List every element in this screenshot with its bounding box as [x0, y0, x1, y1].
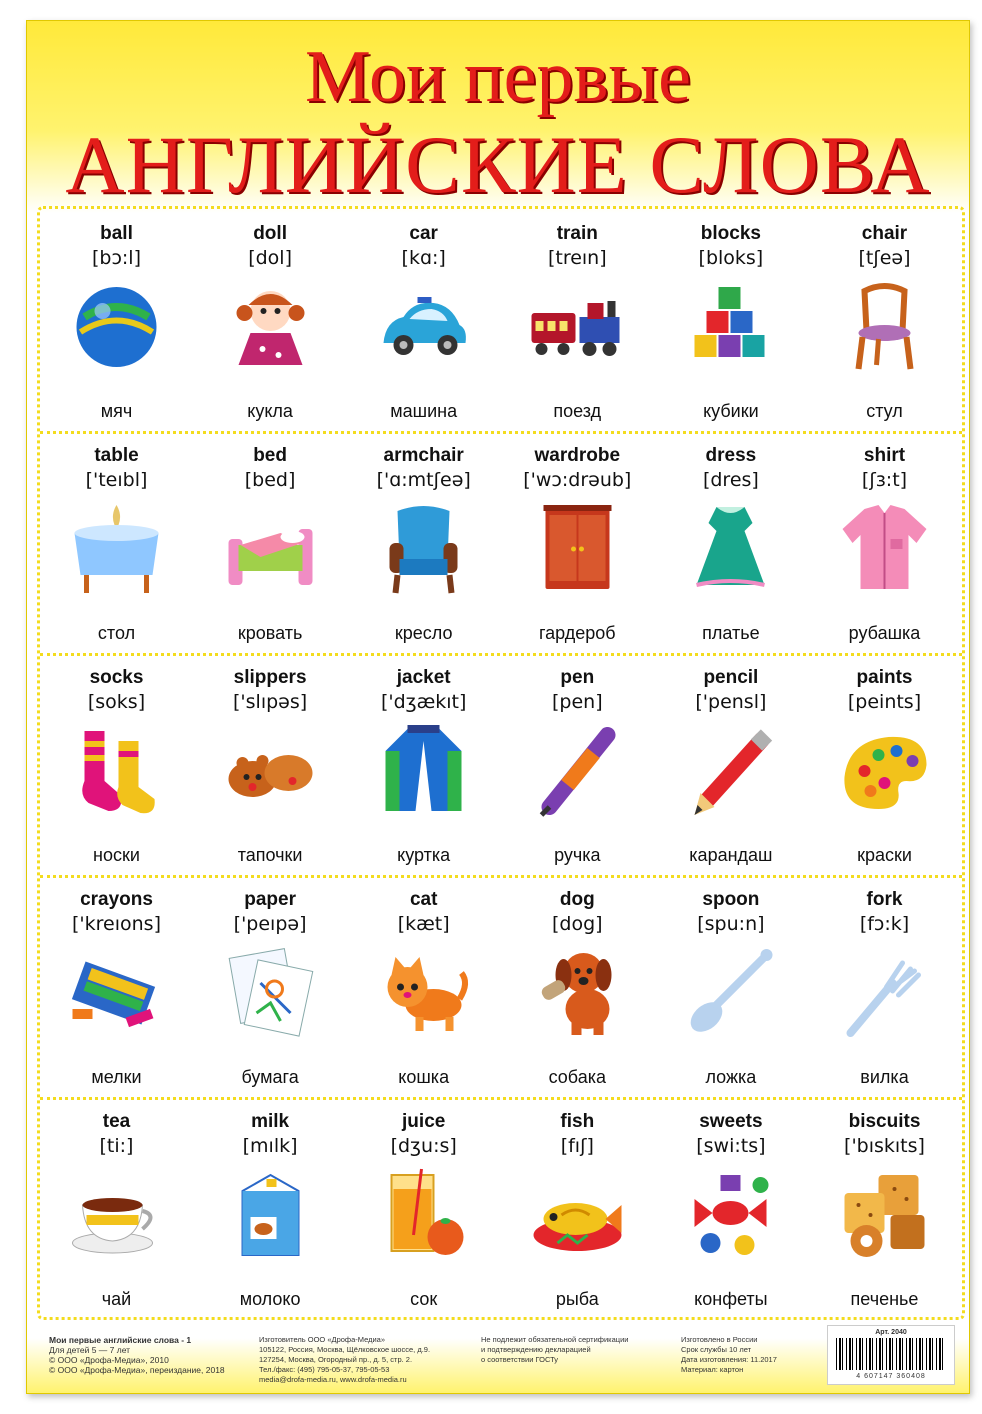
- paints-icon: [834, 721, 935, 821]
- word-row: [40, 431, 962, 653]
- word-card-juice: [347, 1097, 500, 1319]
- transcription: [soks]: [87, 691, 146, 713]
- russian-translation: чай: [101, 1289, 132, 1309]
- sweets-icon: [680, 1165, 781, 1265]
- english-word: spoon: [702, 889, 760, 910]
- transcription: ['pensl]: [695, 691, 767, 713]
- russian-translation: вилка: [860, 1067, 909, 1087]
- word-card-jacket: [347, 653, 500, 875]
- slippers-icon: [220, 721, 321, 821]
- english-word: car: [409, 223, 438, 244]
- english-word: tea: [102, 1111, 131, 1132]
- footer-line: Изготовитель ООО «Дрофа-Медиа»: [259, 1335, 386, 1344]
- transcription: [treın]: [547, 247, 607, 269]
- word-card-cat: [347, 875, 500, 1097]
- russian-translation: кровать: [237, 623, 303, 643]
- russian-translation: молоко: [239, 1289, 301, 1309]
- word-card-milk: [194, 1097, 347, 1319]
- crayons-icon: [66, 943, 167, 1043]
- word-card-biscuits: [808, 1097, 961, 1319]
- russian-translation: кукла: [247, 401, 293, 421]
- dress-icon: [680, 499, 781, 599]
- footer-manufacturer-info: [259, 1335, 430, 1385]
- russian-translation: конфеты: [694, 1289, 768, 1309]
- word-card-pencil: [654, 653, 807, 875]
- transcription: [fɔ:k]: [859, 913, 910, 935]
- word-row: [40, 209, 962, 431]
- word-row: [40, 653, 962, 875]
- footer-line: 105122, Россия, Москва, Щёлковское шоссе, д.9.: [259, 1345, 431, 1354]
- word-card-tea: [40, 1097, 193, 1319]
- footer-line: © ООО «Дрофа-Медиа», переиздание, 2018: [49, 1365, 225, 1375]
- footer-line: Для детей 5 — 7 лет: [49, 1345, 131, 1355]
- word-card-socks: [40, 653, 193, 875]
- transcription: ['ɑ:mtʃeə]: [376, 469, 471, 491]
- transcription: ['dʒækıt]: [380, 691, 467, 713]
- english-word: ball: [100, 223, 133, 244]
- footer-line: о соответствии ГОСТу: [481, 1355, 559, 1364]
- word-card-table: [40, 431, 193, 653]
- doll-icon: [220, 277, 321, 377]
- transcription: [kæt]: [397, 913, 450, 935]
- footer-line: Материал: картон: [681, 1365, 744, 1374]
- barcode: [827, 1325, 955, 1385]
- russian-translation: кубики: [703, 401, 759, 421]
- russian-translation: гардероб: [538, 623, 616, 643]
- word-card-ball: [40, 209, 193, 431]
- word-card-train: [501, 209, 654, 431]
- english-word: shirt: [863, 445, 906, 466]
- pencil-icon: [680, 721, 781, 821]
- russian-translation: сок: [410, 1289, 438, 1309]
- word-card-blocks: [654, 209, 807, 431]
- socks-icon: [66, 721, 167, 821]
- english-word: bed: [253, 445, 287, 466]
- russian-translation: кошка: [398, 1067, 450, 1087]
- russian-translation: машина: [390, 401, 458, 421]
- english-word: juice: [402, 1111, 446, 1132]
- jacket-icon: [373, 721, 474, 821]
- english-word: jacket: [396, 667, 451, 688]
- russian-translation: кресло: [394, 623, 453, 643]
- footer-line: Дата изготовления: 11.2017: [681, 1355, 777, 1364]
- spoon-icon: [680, 943, 781, 1043]
- transcription: [bed]: [244, 469, 296, 491]
- russian-translation: мелки: [91, 1067, 142, 1087]
- transcription: ['teıbl]: [85, 469, 148, 491]
- transcription: [mılk]: [242, 1135, 298, 1157]
- word-card-bed: [194, 431, 347, 653]
- word-card-wardrobe: [501, 431, 654, 653]
- pen-icon: [527, 721, 628, 821]
- transcription: [dog]: [552, 913, 603, 935]
- transcription: [tʃeə]: [858, 247, 911, 269]
- english-word: slippers: [233, 667, 307, 688]
- word-card-dress: [654, 431, 807, 653]
- russian-translation: мяч: [100, 401, 133, 421]
- english-word: blocks: [700, 223, 761, 244]
- footer-line: и подтверждению декларацией: [481, 1345, 591, 1354]
- english-word: fork: [866, 889, 903, 910]
- word-card-car: [347, 209, 500, 431]
- poster: [26, 20, 970, 1394]
- english-word: dog: [559, 889, 595, 910]
- transcription: ['peıpə]: [233, 913, 307, 935]
- russian-translation: носки: [93, 845, 140, 865]
- russian-translation: куртка: [397, 845, 451, 865]
- english-word: table: [94, 445, 139, 466]
- transcription: ['kreıons]: [72, 913, 161, 935]
- russian-translation: стол: [97, 623, 136, 643]
- word-card-doll: [194, 209, 347, 431]
- russian-translation: бумага: [241, 1067, 299, 1087]
- title-line-2: АНГЛИЙСКИЕ СЛОВА: [65, 119, 931, 210]
- english-word: paints: [856, 667, 913, 688]
- russian-translation: платье: [702, 623, 760, 643]
- word-card-sweets: [654, 1097, 807, 1319]
- transcription: [dres]: [702, 469, 759, 491]
- article-number: Арт. 2040: [875, 1329, 907, 1336]
- shirt-icon: [834, 499, 935, 599]
- wardrobe-icon: [527, 499, 628, 599]
- english-word: pencil: [703, 667, 759, 688]
- milk-icon: [220, 1165, 321, 1265]
- transcription: [fıʃ]: [560, 1135, 594, 1157]
- russian-translation: поезд: [553, 401, 602, 421]
- chair-icon: [834, 277, 935, 377]
- footer-line: media@drofa-media.ru, www.drofa-media.ru: [259, 1375, 407, 1384]
- russian-translation: тапочки: [237, 845, 303, 865]
- footer-publication-info: [49, 1335, 225, 1375]
- word-card-slippers: [194, 653, 347, 875]
- transcription: [kɑ:]: [401, 247, 446, 269]
- barcode-bars-icon: [836, 1338, 946, 1370]
- russian-translation: краски: [857, 845, 912, 865]
- english-word: cat: [409, 889, 438, 910]
- transcription: [ti:]: [99, 1135, 134, 1157]
- english-word: wardrobe: [534, 445, 621, 466]
- footer-certification-info: [481, 1335, 628, 1365]
- fork-icon: [834, 943, 935, 1043]
- english-word: biscuits: [848, 1111, 921, 1132]
- fish-icon: [527, 1165, 628, 1265]
- bed-icon: [220, 499, 321, 599]
- english-word: doll: [253, 223, 287, 244]
- word-row: [40, 875, 962, 1097]
- transcription: [dol]: [248, 247, 292, 269]
- russian-translation: ложка: [705, 1067, 757, 1087]
- transcription: ['slıpəs]: [233, 691, 308, 713]
- car-icon: [373, 277, 474, 377]
- word-row: [40, 1097, 962, 1319]
- footer-line: Мои первые английские слова - 1: [49, 1335, 192, 1345]
- english-word: crayons: [80, 889, 153, 910]
- transcription: [spu:n]: [697, 913, 765, 935]
- word-card-fish: [501, 1097, 654, 1319]
- footer-production-info: [681, 1335, 777, 1375]
- footer: [37, 1325, 959, 1385]
- transcription: [swi:ts]: [696, 1135, 766, 1157]
- russian-translation: карандаш: [689, 845, 773, 865]
- english-word: train: [556, 223, 598, 244]
- footer-line: 127254, Москва, Огородный пр., д. 5, стр. 2.: [259, 1355, 413, 1364]
- english-word: milk: [251, 1111, 290, 1132]
- transcription: [bloks]: [698, 247, 764, 269]
- transcription: [dʒu:s]: [390, 1135, 457, 1157]
- english-word: fish: [560, 1111, 595, 1132]
- transcription: ['wɔ:drəub]: [523, 469, 632, 491]
- word-card-dog: [501, 875, 654, 1097]
- ball-icon: [66, 277, 167, 377]
- russian-translation: рыба: [555, 1289, 599, 1309]
- footer-line: Тел./факс: (495) 795-05-37, 795-05-53: [259, 1365, 390, 1374]
- transcription: ['bıskıts]: [844, 1135, 925, 1157]
- blocks-icon: [680, 277, 781, 377]
- russian-translation: рубашка: [848, 623, 921, 643]
- word-card-paints: [808, 653, 961, 875]
- english-word: dress: [705, 445, 757, 466]
- english-word: pen: [560, 667, 595, 688]
- transcription: [ʃɜ:t]: [861, 469, 908, 491]
- transcription: [pen]: [551, 691, 603, 713]
- transcription: [bɔ:l]: [91, 247, 141, 269]
- word-card-shirt: [808, 431, 961, 653]
- dog-icon: [527, 943, 628, 1043]
- word-card-armchair: [347, 431, 500, 653]
- juice-icon: [373, 1165, 474, 1265]
- cat-icon: [373, 943, 474, 1043]
- word-card-pen: [501, 653, 654, 875]
- english-word: armchair: [383, 445, 464, 466]
- word-card-crayons: [40, 875, 193, 1097]
- title-line-1: Мои первые: [304, 36, 691, 118]
- footer-line: Не подлежит обязательной сертификации: [481, 1335, 629, 1344]
- word-grid: [37, 206, 965, 1320]
- footer-line: © ООО «Дрофа-Медиа», 2010: [49, 1355, 169, 1365]
- armchair-icon: [373, 499, 474, 599]
- barcode-number: 4 607147 360408: [856, 1373, 926, 1380]
- word-card-fork: [808, 875, 961, 1097]
- word-card-paper: [194, 875, 347, 1097]
- english-word: chair: [861, 223, 908, 244]
- transcription: [peints]: [847, 691, 922, 713]
- table-icon: [66, 499, 167, 599]
- russian-translation: печенье: [850, 1289, 919, 1309]
- russian-translation: ручка: [554, 845, 601, 865]
- english-word: socks: [89, 667, 144, 688]
- tea-icon: [66, 1165, 167, 1265]
- word-card-spoon: [654, 875, 807, 1097]
- word-card-chair: [808, 209, 961, 431]
- russian-translation: стул: [866, 401, 903, 421]
- russian-translation: собака: [548, 1067, 606, 1087]
- paper-icon: [220, 943, 321, 1043]
- english-word: sweets: [699, 1111, 763, 1132]
- footer-line: Изготовлено в России: [681, 1335, 758, 1344]
- train-icon: [527, 277, 628, 377]
- footer-line: Срок службы 10 лет: [681, 1345, 752, 1354]
- english-word: paper: [244, 889, 296, 910]
- biscuits-icon: [834, 1165, 935, 1265]
